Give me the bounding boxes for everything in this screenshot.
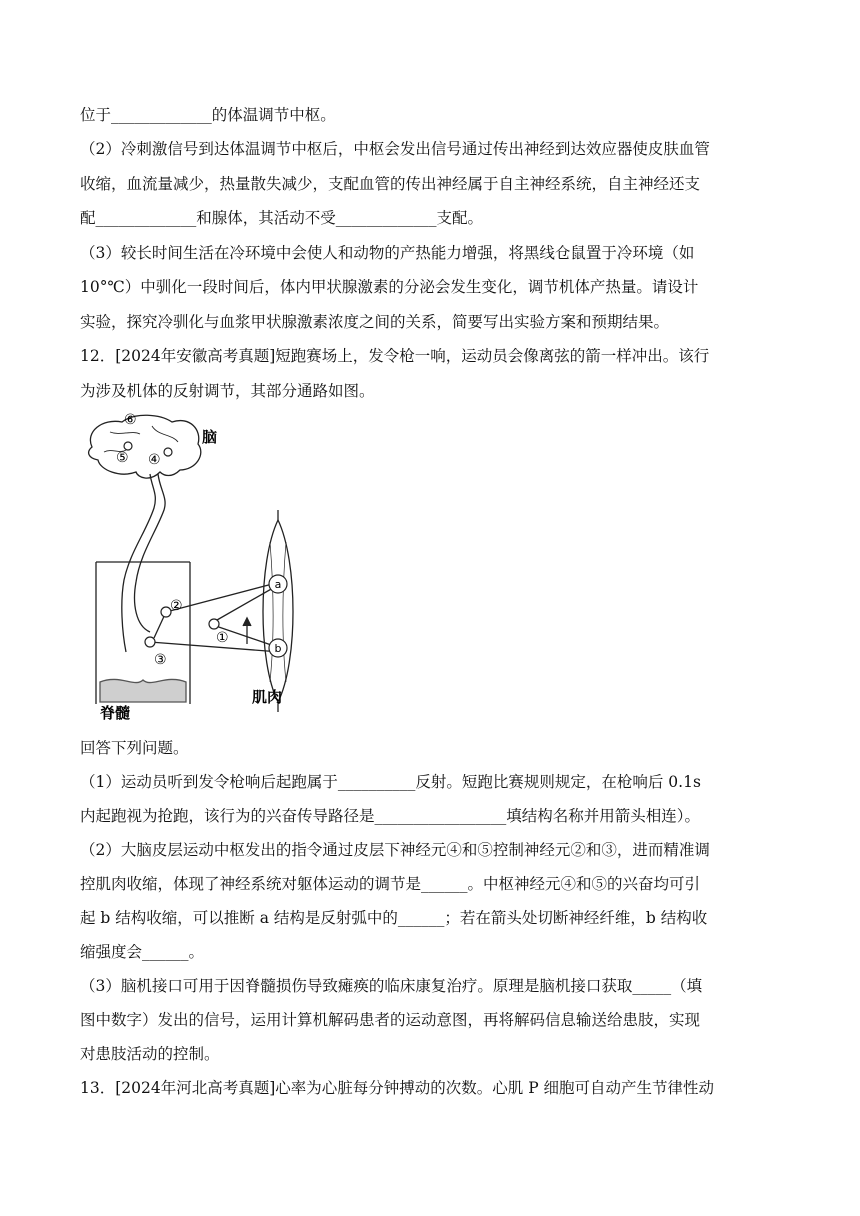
question-12-title: 12．[2024年安徽高考真题]短跑赛场上，发令枪一响，运动员会像离弦的箭一样冲出。该行	[80, 347, 710, 365]
text-line: 起 b 结构收缩，可以推断 a 结构是反射弧中的______；若在箭头处切断神经纤维，b 结构收	[80, 909, 708, 927]
text-line: （1）运动员听到发令枪响后起跑属于__________反射。短跑比赛规则规定，在枪响后 0.1s	[80, 773, 701, 791]
text-line: （2）大脑皮层运动中枢发出的指令通过皮层下神经元④和⑤控制神经元②和③，进而精准调	[80, 841, 710, 859]
label-b: b	[274, 642, 282, 655]
label-5: ⑤	[116, 450, 129, 466]
text-line: 配_____________和腺体，其活动不受_____________支配。	[80, 209, 484, 227]
label-1: ①	[216, 630, 229, 646]
text-line: 控肌肉收缩，体现了神经系统对躯体运动的调节是______。中枢神经元④和⑤的兴奋均可引	[80, 875, 701, 893]
reflex-pathway-diagram	[80, 412, 340, 722]
text-line: 为涉及机体的反射调节，其部分通路如图。	[80, 382, 375, 400]
text-line: 回答下列问题。	[80, 739, 189, 757]
text-line: 位于_____________的体温调节中枢。	[80, 106, 336, 124]
label-4: ④	[148, 452, 161, 468]
text-line: 缩强度会______。	[80, 943, 205, 961]
label-spinal-cord: 脊髓	[100, 704, 131, 722]
text-line: 收缩，血流量减少，热量散失减少，支配血管的传出神经属于自主神经系统，自主神经还支	[80, 175, 701, 193]
descending-tract	[122, 474, 156, 652]
label-muscle: 肌肉	[252, 688, 283, 706]
label-2: ②	[170, 598, 183, 614]
text-line: 图中数字）发出的信号，运用计算机解码患者的运动意图，再将解码信息输送给患肢，实现	[80, 1011, 701, 1029]
label-a: a	[274, 578, 282, 591]
text-line: （3）脑机接口可用于因脊髓损伤导致瘫痪的临床康复治疗。原理是脑机接口获取_____（填	[80, 977, 703, 995]
muscle-outline	[263, 520, 293, 702]
text-line: （3）较长时间生活在冷环境中会使人和动物的产热能力增强，将黑线仓鼠置于冷环境（如	[80, 244, 695, 262]
brain-outline	[89, 415, 201, 478]
text-line: 实验，探究冷驯化与血浆甲状腺激素浓度之间的关系，简要写出实验方案和预期结果。	[80, 313, 670, 331]
text-line: （2）冷刺激信号到达体温调节中枢后，中枢会发出信号通过传出神经到达效应器使皮肤血管	[80, 140, 710, 158]
label-6: ⑥	[124, 412, 137, 428]
question-13-title: 13．[2024年河北高考真题]心率为心脏每分钟搏动的次数。心肌 P 细胞可自动产生节律性动	[80, 1079, 715, 1097]
label-brain: 脑	[202, 428, 218, 446]
text-line: 对患肢活动的控制。	[80, 1045, 220, 1063]
text-line: 内起跑视为抢跑，该行为的兴奋传导路径是_________________填结构名称并用箭头相连）。	[80, 807, 701, 825]
text-line: 10°℃）中驯化一段时间后，体内甲状腺激素的分泌会发生变化，调节机体产热量。请设计	[80, 278, 699, 296]
label-3: ③	[154, 652, 167, 668]
